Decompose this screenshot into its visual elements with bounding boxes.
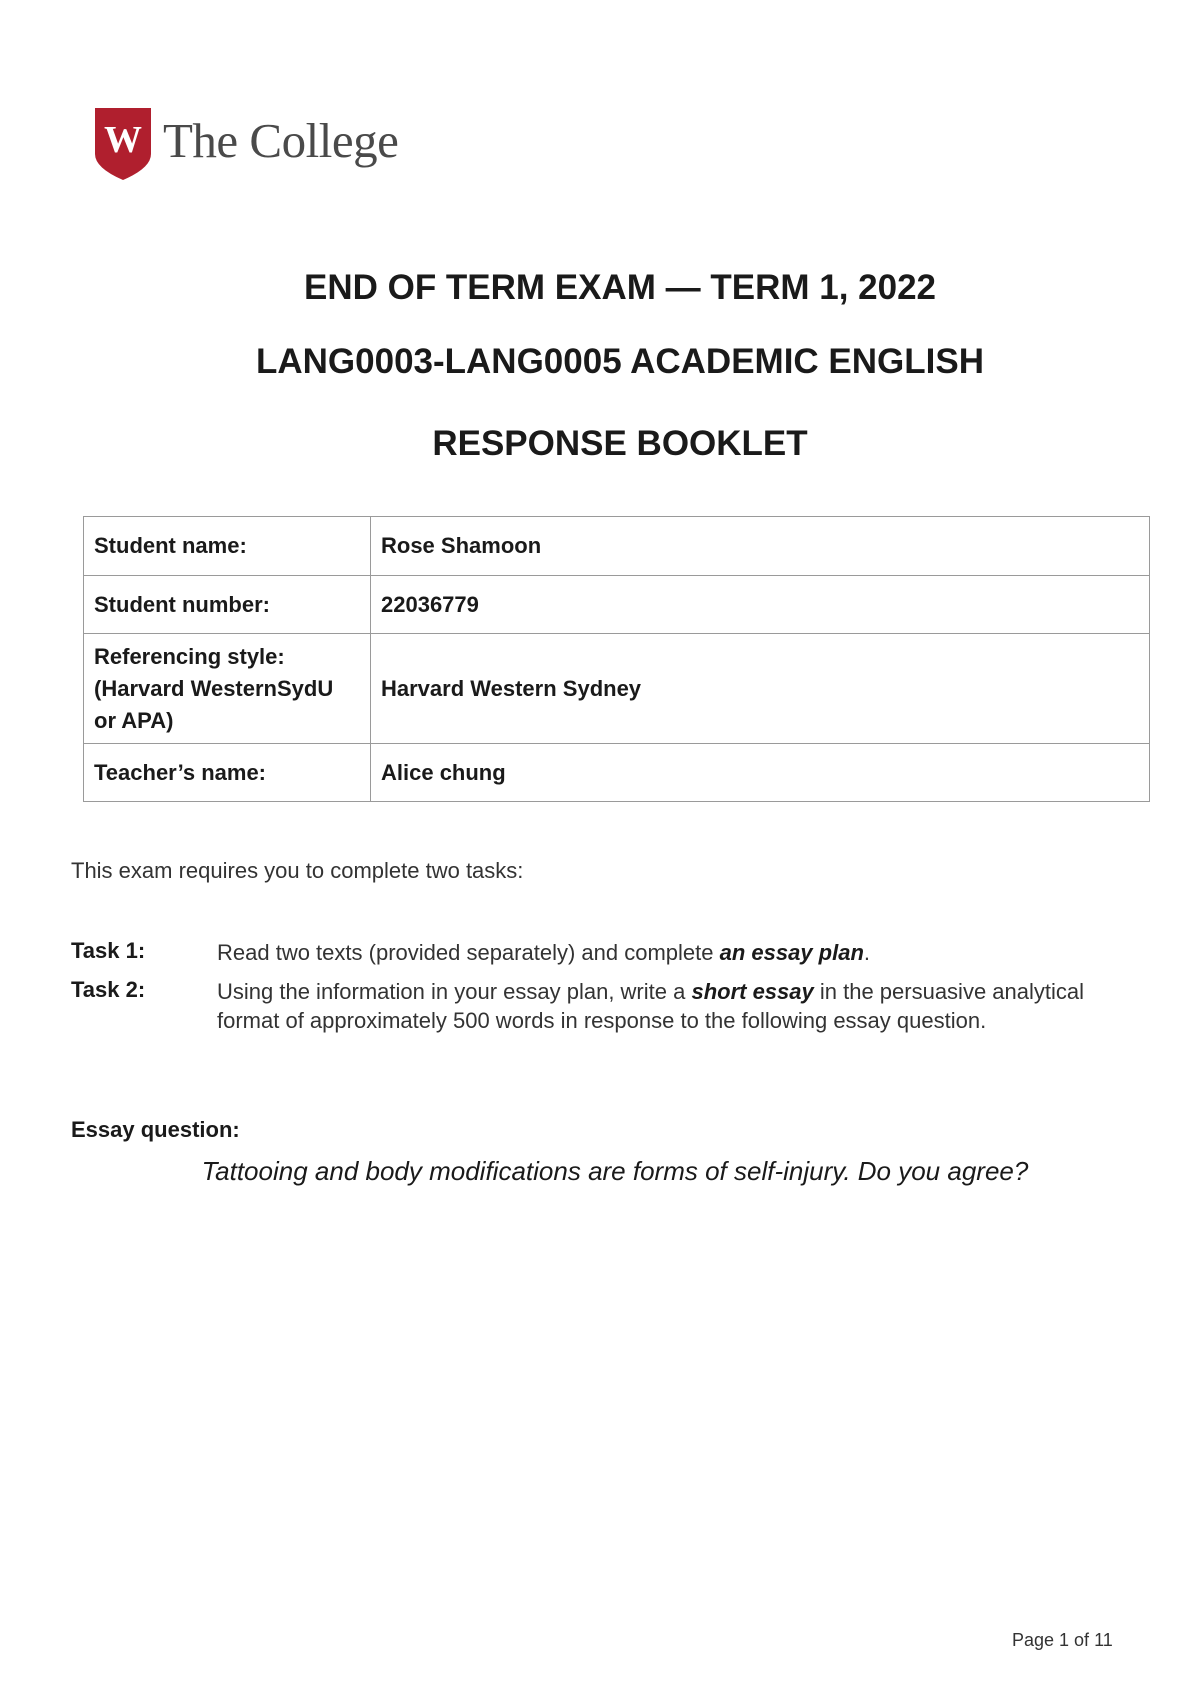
task-2-text-before: Using the information in your essay plan, write a <box>217 979 692 1004</box>
student-number-value: 22036779 <box>371 576 1150 634</box>
task-1 <box>71 938 1097 967</box>
task-2-label: Task 2: <box>71 977 146 1002</box>
referencing-style-value: Harvard Western Sydney <box>371 634 1150 744</box>
exam-title: END OF TERM EXAM — TERM 1, 2022 <box>303 268 937 307</box>
table-row <box>84 634 1150 744</box>
teacher-name-label: Teacher’s name: <box>84 744 371 802</box>
referencing-style-label-line: Referencing style: <box>94 643 285 669</box>
college-logo <box>95 108 398 180</box>
table-row <box>84 576 1150 634</box>
table-row <box>84 744 1150 802</box>
essay-question-text: Tattooing and body modifications are forms of self-injury. Do you agree? <box>201 1156 1029 1186</box>
referencing-style-label-line: or APA) <box>94 707 174 733</box>
task-1-label: Task 1: <box>71 938 146 963</box>
shield-logo-icon <box>95 108 151 180</box>
referencing-style-label-line: (Harvard WesternSydU <box>94 675 334 701</box>
booklet-title: RESPONSE BOOKLET <box>432 424 808 463</box>
table-row <box>84 517 1150 576</box>
student-number-label: Student number: <box>84 576 371 634</box>
student-info-table <box>83 516 1150 802</box>
essay-question-label: Essay question: <box>71 1117 240 1142</box>
task-1-text <box>217 938 1097 967</box>
student-name-value: Rose Shamoon <box>371 517 1150 576</box>
logo-letter: W <box>104 119 142 161</box>
task-1-text-before: Read two texts (provided separately) and complete <box>217 940 720 965</box>
logo-text: The College <box>163 112 399 168</box>
task-2-text <box>217 977 1097 1035</box>
page-number: Page 1 of 11 <box>1012 1630 1113 1650</box>
teacher-name-value: Alice chung <box>371 744 1150 802</box>
student-name-label: Student name: <box>84 517 371 576</box>
task-2-emphasis: short essay <box>691 979 814 1004</box>
course-title: LANG0003-LANG0005 ACADEMIC ENGLISH <box>255 342 984 381</box>
task-1-text-after: . <box>863 940 871 965</box>
intro-text: This exam requires you to complete two tasks: <box>71 858 524 883</box>
referencing-style-label <box>84 634 371 744</box>
task-2-text-after: in the persuasive analytical format of approximately 500 words in response to the following essay question. <box>217 979 1085 1033</box>
task-1-emphasis: an essay plan <box>719 940 864 965</box>
task-2 <box>71 977 1097 1035</box>
